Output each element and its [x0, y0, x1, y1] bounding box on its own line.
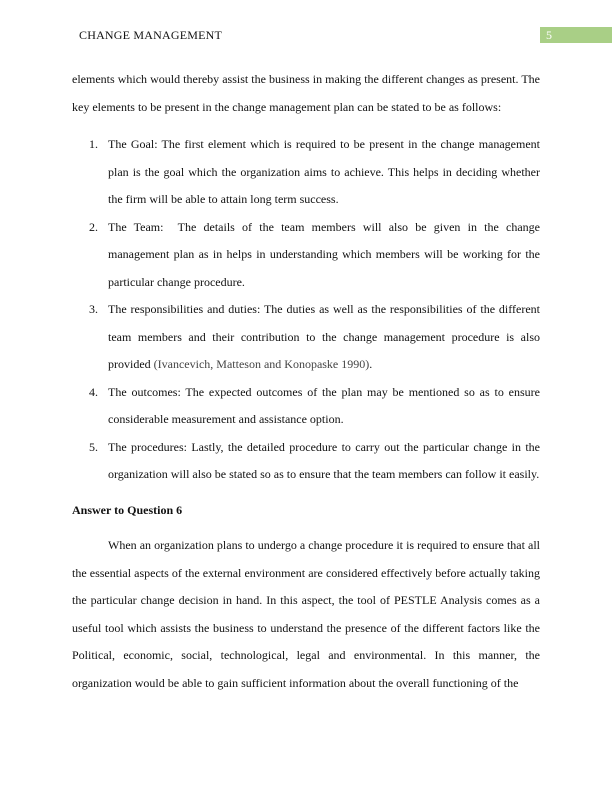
- list-item-outcomes: [72, 379, 540, 434]
- list-item-number: 1.: [89, 137, 98, 151]
- list-item-responsibilities: [72, 296, 540, 379]
- list-item-goal: [72, 131, 540, 214]
- list-item-number: 4.: [89, 384, 98, 399]
- list-item-text: The Team: The details of the team members will also be given in the change management plan as in helps in understanding which members will be working for the particular change procedure.: [108, 219, 540, 289]
- body-paragraph: When an organization plans to undergo a change procedure it is required to ensure that all the essential aspects of the external environment are considered effectively before actually taking the particular change decision in hand. In this aspect, the tool of PESTLE Analysis comes as a useful tool which assists the business to understand the presence of the different factors like the Political, economic, social, technological, legal and environmental. In this manner, the organization would be able to gain sufficient information about the overall functioning of the: [72, 538, 540, 690]
- intro-paragraph: elements which would thereby assist the business in making the different changes as present. The key elements to be present in the change management plan can be stated to be as follows:: [72, 72, 540, 114]
- list-item-team: [72, 214, 540, 297]
- list-item-procedures: [72, 434, 540, 489]
- list-item-number: 3.: [89, 302, 98, 316]
- list-item-number: 2.: [89, 219, 98, 234]
- list-item-text: The outcomes: The expected outcomes of the plan may be mentioned so as to ensure considerable measurement and assistance option.: [108, 384, 540, 426]
- list-item-text: The Goal: The first element which is required to be present in the change management plan is the goal which the organization aims to achieve. This helps in deciding whether the firm will be able to attain long term success.: [108, 137, 540, 206]
- document-body: [72, 66, 540, 697]
- running-header-title: CHANGE MANAGEMENT: [79, 28, 223, 42]
- citation: (Ivancevich, Matteson and Konopaske 1990): [153, 357, 370, 371]
- section-heading: Answer to Question 6: [72, 502, 183, 517]
- list-item-number: 5.: [89, 439, 98, 454]
- list-item-text: The responsibilities and duties: The duties as well as the responsibilities of the different team members and their contribution to the change management procedure is also provided: [108, 302, 540, 371]
- key-elements-list: [72, 131, 540, 489]
- page-number-badge: 5: [540, 27, 612, 43]
- list-item-text-end: .: [369, 357, 373, 371]
- list-item-text: The procedures: Lastly, the detailed procedure to carry out the particular change in the organization will also be stated so as to ensure that the team members can follow it easily.: [108, 439, 540, 481]
